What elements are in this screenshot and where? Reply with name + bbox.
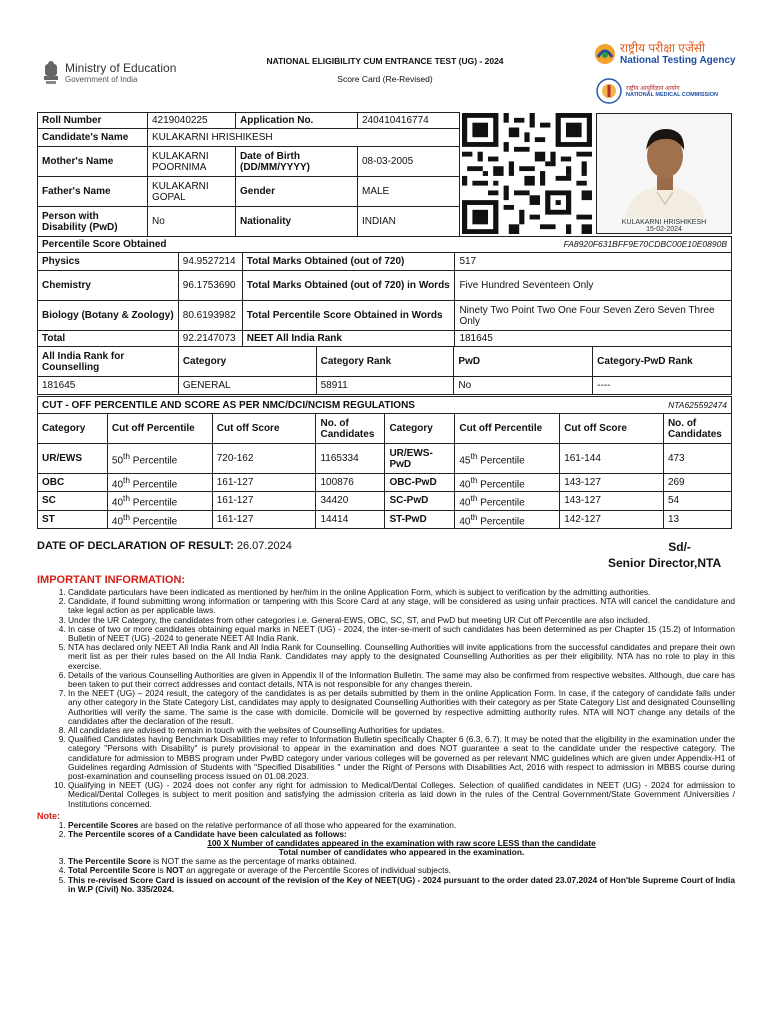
important-list — [37, 588, 735, 809]
cutoff-table — [37, 396, 732, 529]
qr-code — [462, 113, 592, 234]
nta-english-name: National Testing Agency — [620, 55, 736, 66]
nmc-logo — [596, 78, 718, 104]
gender-label: Gender — [236, 177, 358, 207]
declaration-value: 26.07.2024 — [233, 540, 292, 552]
important-information — [37, 574, 735, 894]
table-cell: 161-127 — [212, 474, 316, 492]
verification-hash: FA8920F631BFF9E70CDBC00E10E0890B — [242, 237, 731, 253]
percentile-heading: Percentile Score Obtained — [38, 237, 243, 253]
air-label: NEET All India Rank — [242, 331, 455, 347]
nmc-english-name: NATIONAL MEDICAL COMMISSION — [626, 92, 718, 98]
list-item: 5. NTA has declared only NEET All India Rank and All India Rank for Counselling. Counselling Authorities will invite applications from the successful candidates and prepare their own merit list as per their rules based on the All India Rank. Candidates may apply to the designated Counselling Authorities as per their eligibility. NTA has no role to play in this exercise. — [68, 643, 735, 671]
candidate-photo — [596, 113, 732, 234]
cutoff-header: Category — [385, 414, 455, 444]
application-label: Application No. — [236, 113, 358, 129]
nta-hindi-name: राष्ट्रीय परीक्षा एजेंसी — [620, 41, 706, 55]
ministry-logo — [42, 60, 176, 86]
marks-words-value: Five Hundred Seventeen Only — [455, 271, 732, 301]
category-pwd-rank-value: ---- — [593, 377, 732, 395]
document-title: NATIONAL ELIGIBILITY CUM ENTRANCE TEST (UG) - 2024 — [266, 56, 504, 66]
cutoff-header: No. of Candidates — [316, 414, 385, 444]
list-item: 4. Total Percentile Score is NOT an aggregate or average of the Percentile Scores of individual subjects. — [68, 866, 735, 875]
government-name: Government of India — [65, 75, 138, 84]
table-cell: 1165334 — [316, 444, 385, 474]
rank-pwd-label: PwD — [454, 347, 593, 377]
note-list — [37, 821, 735, 894]
important-heading: IMPORTANT INFORMATION: — [37, 574, 186, 586]
table-cell: 143-127 — [560, 492, 664, 510]
document-title-block — [240, 56, 530, 84]
chemistry-value: 96.1753690 — [178, 271, 242, 301]
category-rank-value: 58911 — [316, 377, 454, 395]
table-cell: 40th Percentile — [107, 510, 212, 528]
table-cell: 720-162 — [212, 444, 316, 474]
list-item: 3. Under the UR Category, the candidates from other categories i.e. General-EWS, OBC, SC, ST, and PwD but meeting UR Cut off Percentile are also included. — [68, 616, 735, 625]
total-percentile-label: Total — [38, 331, 179, 347]
list-item: 1. Percentile Scores are based on the relative performance of all those who appeared for the examination. — [68, 821, 735, 830]
signature-sd: Sd/- — [668, 540, 691, 554]
cutoff-heading: CUT - OFF PERCENTILE AND SCORE AS PER NMC/DCI/NCISM REGULATIONS — [38, 397, 560, 414]
note-label: Note: — [37, 810, 60, 821]
signature-block — [608, 540, 721, 570]
table-cell: 161-127 — [212, 510, 316, 528]
chemistry-label: Chemistry — [38, 271, 179, 301]
cutoff-code: NTA625592474 — [560, 397, 732, 414]
nationality-label: Nationality — [236, 207, 358, 237]
candidate-portrait — [597, 114, 732, 234]
pwd-label: Person with Disability (PwD) — [38, 207, 148, 237]
category-value: GENERAL — [178, 377, 316, 395]
table-cell: 14414 — [316, 510, 385, 528]
table-cell: SC-PwD — [385, 492, 455, 510]
cutoff-header: Cut off Score — [212, 414, 316, 444]
scores-table — [37, 236, 732, 347]
table-row — [38, 492, 732, 510]
ministry-name: Ministry of Education — [65, 61, 177, 75]
table-cell: SC — [38, 492, 108, 510]
percentile-words-label: Total Percentile Score Obtained in Words — [242, 301, 455, 331]
table-cell: 34420 — [316, 492, 385, 510]
gender-value: MALE — [358, 177, 460, 207]
list-item: 7. In the NEET (UG) – 2024 result, the category of the candidates is as per details submitted by them in the online Application Form. In case, if the category of candidate falls under any other category in the State Category List, candidates may apply to designated Counselling Authorities with their category as per State Category List and designated Counselling Authorities will verify the same. The same is the case with domicile. Domicile will be governed by respective admitting authority rules. NTA will NOT change any details of the candidates after the declaration of the result. — [68, 689, 735, 726]
document-subtitle: Score Card (Re-Revised) — [337, 74, 433, 84]
table-cell: 13 — [663, 510, 731, 528]
table-cell: 40th Percentile — [107, 492, 212, 510]
marks-words-label: Total Marks Obtained (out of 720) in Words — [242, 271, 455, 301]
dob-value: 08-03-2005 — [358, 147, 460, 177]
nmc-hindi-name: राष्ट्रीय आयुर्विज्ञान आयोग — [626, 86, 680, 92]
mother-name-value: KULAKARNI POORNIMA — [148, 147, 236, 177]
application-value: 240410416774 — [358, 113, 460, 129]
counselling-rank-label: All India Rank for Counselling — [38, 347, 179, 377]
photo-caption-name: KULAKARNI HRISHIKESH — [621, 219, 707, 226]
table-cell: 143-127 — [560, 474, 664, 492]
formula-numerator: 100 X Number of candidates appeared in the examination with raw score LESS than the candidate — [207, 838, 596, 849]
nmc-emblem-icon — [596, 78, 622, 104]
header — [0, 40, 768, 112]
cutoff-header: Category — [38, 414, 108, 444]
category-rank-label: Category Rank — [316, 347, 454, 377]
table-cell: OBC-PwD — [385, 474, 455, 492]
biology-label: Biology (Botany & Zoology) — [38, 301, 179, 331]
list-item: 2. Candidate, if found submitting wrong information or tampering with this Score Card at any stage, will be considered as using unfair practices. NTA will cancel the candidature and take legal action as per applicable laws. — [68, 597, 735, 615]
biology-value: 80.6193982 — [178, 301, 242, 331]
emblem-icon — [42, 60, 60, 86]
list-item: 8. All candidates are advised to remain in touch with the websites of Counselling Authorities for updates. — [68, 726, 735, 735]
category-pwd-rank-label: Category-PwD Rank — [593, 347, 732, 377]
physics-value: 94.9527214 — [178, 253, 242, 271]
total-marks-value: 517 — [455, 253, 732, 271]
table-cell: 161-127 — [212, 492, 316, 510]
signatory-title: Senior Director,NTA — [608, 556, 722, 570]
table-cell: 473 — [663, 444, 731, 474]
roll-label: Roll Number — [38, 113, 148, 129]
list-item: 9. Qualified Candidates having Benchmark Disabilities may refer to Information Bulletin specifically Chapter 6 (6.3, 6.7). It may be noted that the eligibility in the examination under the category "Persons with Disability" is purely provisional to appear in the examination and does NOT guarantee a seat to the candidate under the respective category. The candidature for admission to MBBS program under PwBD category under various colleges will be governed as per relevant NMC guidelines which are given under Appendix-H1 of Guidelines regarding Admission of Students with "Specified Disabilities " under the Right of Persons with Disabilities Act, 2016 with respect to admission in MBBS course during post-examination and counselling process issued on 01.08.2023. — [68, 735, 735, 781]
pwd-value: No — [148, 207, 236, 237]
nationality-value: INDIAN — [358, 207, 460, 237]
table-cell: ST-PwD — [385, 510, 455, 528]
roll-value: 4219040225 — [148, 113, 236, 129]
photo-caption-date: 15-02-2024 — [646, 226, 682, 233]
table-cell: ST — [38, 510, 108, 528]
father-name-value: KULAKARNI GOPAL — [148, 177, 236, 207]
table-cell: 54 — [663, 492, 731, 510]
table-cell: OBC — [38, 474, 108, 492]
list-item: 6. Details of the various Counselling Authorities are given in Appendix II of the Information Bulletin. The same may also be confirmed from respective websites. Although, due care has been taken to put their correct addresses and contact details, NTA is not responsible for any changes therein. — [68, 671, 735, 689]
table-cell: 100876 — [316, 474, 385, 492]
table-cell: 142-127 — [560, 510, 664, 528]
table-cell: 161-144 — [560, 444, 664, 474]
table-cell: 45th Percentile — [455, 444, 560, 474]
physics-label: Physics — [38, 253, 179, 271]
declaration-label: DATE OF DECLARATION OF RESULT: — [37, 540, 234, 552]
cutoff-header: Cut off Percentile — [455, 414, 560, 444]
nta-logo — [594, 42, 736, 66]
nta-emblem-icon — [594, 43, 616, 65]
formula-denominator: Total number of candidates who appeared in the examination. — [278, 847, 525, 858]
candidate-name-value: KULAKARNI HRISHIKESH — [148, 129, 460, 147]
father-name-label: Father's Name — [38, 177, 148, 207]
table-row — [38, 444, 732, 474]
category-label: Category — [178, 347, 316, 377]
cutoff-header: Cut off Percentile — [107, 414, 212, 444]
dob-label: Date of Birth (DD/MM/YYYY) — [236, 147, 358, 177]
total-marks-label: Total Marks Obtained (out of 720) — [242, 253, 455, 271]
list-item: 5. This re-revised Score Card is issued on account of the revision of the Key of NEET(UG) - 2024 pursuant to the order dated 23.07.2024 of Hon'ble Supreme Court of India in W.P (Civil) No. 335/2024. — [68, 876, 735, 894]
table-cell: 40th Percentile — [107, 474, 212, 492]
cutoff-header: No. of Candidates — [663, 414, 731, 444]
candidate-name-label: Candidate's Name — [38, 129, 148, 147]
mother-name-label: Mother's Name — [38, 147, 148, 177]
total-percentile-value: 92.2147073 — [178, 331, 242, 347]
air-value: 181645 — [455, 331, 732, 347]
candidate-details-table — [37, 112, 460, 237]
list-item: 3. The Percentile Score is NOT the same as the percentage of marks obtained. — [68, 857, 735, 866]
table-cell: 40th Percentile — [455, 510, 560, 528]
table-cell: 40th Percentile — [455, 492, 560, 510]
table-cell: UR/EWS — [38, 444, 108, 474]
table-cell: UR/EWS-PwD — [385, 444, 455, 474]
list-item: 10. Qualifying in NEET (UG) - 2024 does not confer any right for admission to Medical/Dental Colleges. Selection of qualified candidates in NEET (UG) - 2024 for admission to Medical/Dental Colleges is subject to merit position and satisfying the admission criteria as laid down in the rules of the Central Government/State Government /Universities / Institutions concerned. — [68, 781, 735, 809]
list-item: 4. In case of two or more candidates obtaining equal marks in NEET (UG) - 2024, the inter-se-merit of such candidates has been determined as per Chapter 15 (15.2) of Information Bulletin of NEET (UG) -2024 to generate NEET All India Rank. — [68, 625, 735, 643]
table-row — [38, 510, 732, 528]
counselling-rank-value: 181645 — [38, 377, 179, 395]
table-cell: 50th Percentile — [107, 444, 212, 474]
declaration-date — [37, 540, 292, 552]
table-cell: 269 — [663, 474, 731, 492]
rank-pwd-value: No — [454, 377, 593, 395]
table-cell: 40th Percentile — [455, 474, 560, 492]
table-row — [38, 474, 732, 492]
list-item: 2. The Percentile scores of a Candidate have been calculated as follows: 100 X Number of candidates appeared in the examination with raw score LESS than the candidate Total number of candidates who appeared in the examination. — [68, 830, 735, 857]
cutoff-header: Cut off Score — [560, 414, 664, 444]
rank-table — [37, 346, 732, 395]
list-item: 1. Candidate particulars have been indicated as mentioned by her/him in the online Application Form, which is subject to verification by the admitting authorities. — [68, 588, 735, 597]
percentile-words-value: Ninety Two Point Two One Four Seven Zero Seven Three Only — [455, 301, 732, 331]
